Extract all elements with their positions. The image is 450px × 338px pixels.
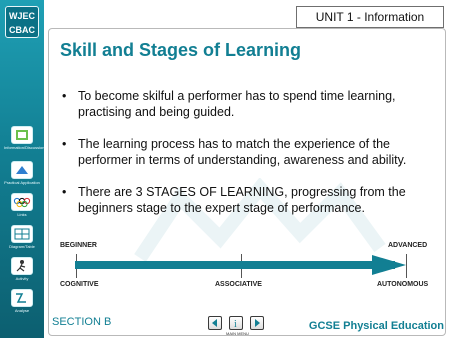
sidebar-item-label: Analyse [14, 308, 30, 313]
subject-title: GCSE Physical Education [308, 320, 444, 332]
bullet-item: • There are 3 STAGES OF LEARNING, progressing from the beginners stage to the expert stage of performance. [62, 184, 434, 216]
sidebar-item-analyse[interactable] [4, 289, 40, 314]
sidebar-item-links[interactable] [4, 193, 40, 218]
sidebar-item-label: Information/Discussion [4, 145, 45, 150]
sidebar-item-diagram[interactable] [4, 225, 40, 250]
unit-header: UNIT 1 - Information [296, 6, 444, 28]
sidebar [0, 0, 44, 338]
next-button[interactable] [250, 316, 264, 330]
info-icon [230, 317, 242, 329]
stage-cognitive: COGNITIVE [60, 281, 99, 288]
information-icon [11, 126, 33, 144]
diagram-icon [11, 225, 33, 243]
arrow-left-icon [209, 317, 221, 329]
sidebar-item-activity[interactable] [4, 257, 40, 282]
advanced-label: ADVANCED [388, 242, 428, 249]
beginner-label: BEGINNER [60, 242, 97, 249]
bullet-list [62, 88, 434, 232]
svg-text:i: i [234, 319, 237, 329]
links-icon [11, 193, 33, 211]
sidebar-item-label: Practical Application [4, 180, 40, 185]
arrow-right-icon [251, 317, 263, 329]
stage-tick [406, 254, 407, 278]
activity-icon [11, 257, 33, 275]
progression-line [75, 261, 395, 269]
sidebar-item-practical[interactable] [4, 161, 40, 186]
prev-button[interactable] [208, 316, 222, 330]
sidebar-item-label: Activity [15, 276, 29, 281]
practical-icon [11, 161, 33, 179]
menu-button[interactable] [229, 316, 243, 330]
bullet-item: • The learning process has to match the experience of the performer in terms of understanding, awareness and ability. [62, 136, 434, 168]
wjec-logo [5, 6, 39, 38]
stage-associative: ASSOCIATIVE [215, 281, 262, 288]
progression-arrow [372, 255, 406, 275]
bullet-item: • To become skilful a performer has to spend time learning, practising and being guided. [62, 88, 434, 120]
stage-autonomous: AUTONOMOUS [377, 281, 429, 288]
logo-line-2: CBAC [9, 25, 35, 35]
sidebar-item-label: Diagram/Table [9, 244, 35, 249]
main-menu-label: MAIN MENU [226, 331, 249, 336]
analyse-icon [11, 289, 33, 307]
section-label: SECTION B [52, 316, 112, 328]
sidebar-item-label: Links [17, 212, 27, 217]
sidebar-item-information[interactable] [4, 126, 45, 151]
logo-line-1: WJEC [8, 11, 35, 21]
page-title: Skill and Stages of Learning [60, 40, 302, 60]
